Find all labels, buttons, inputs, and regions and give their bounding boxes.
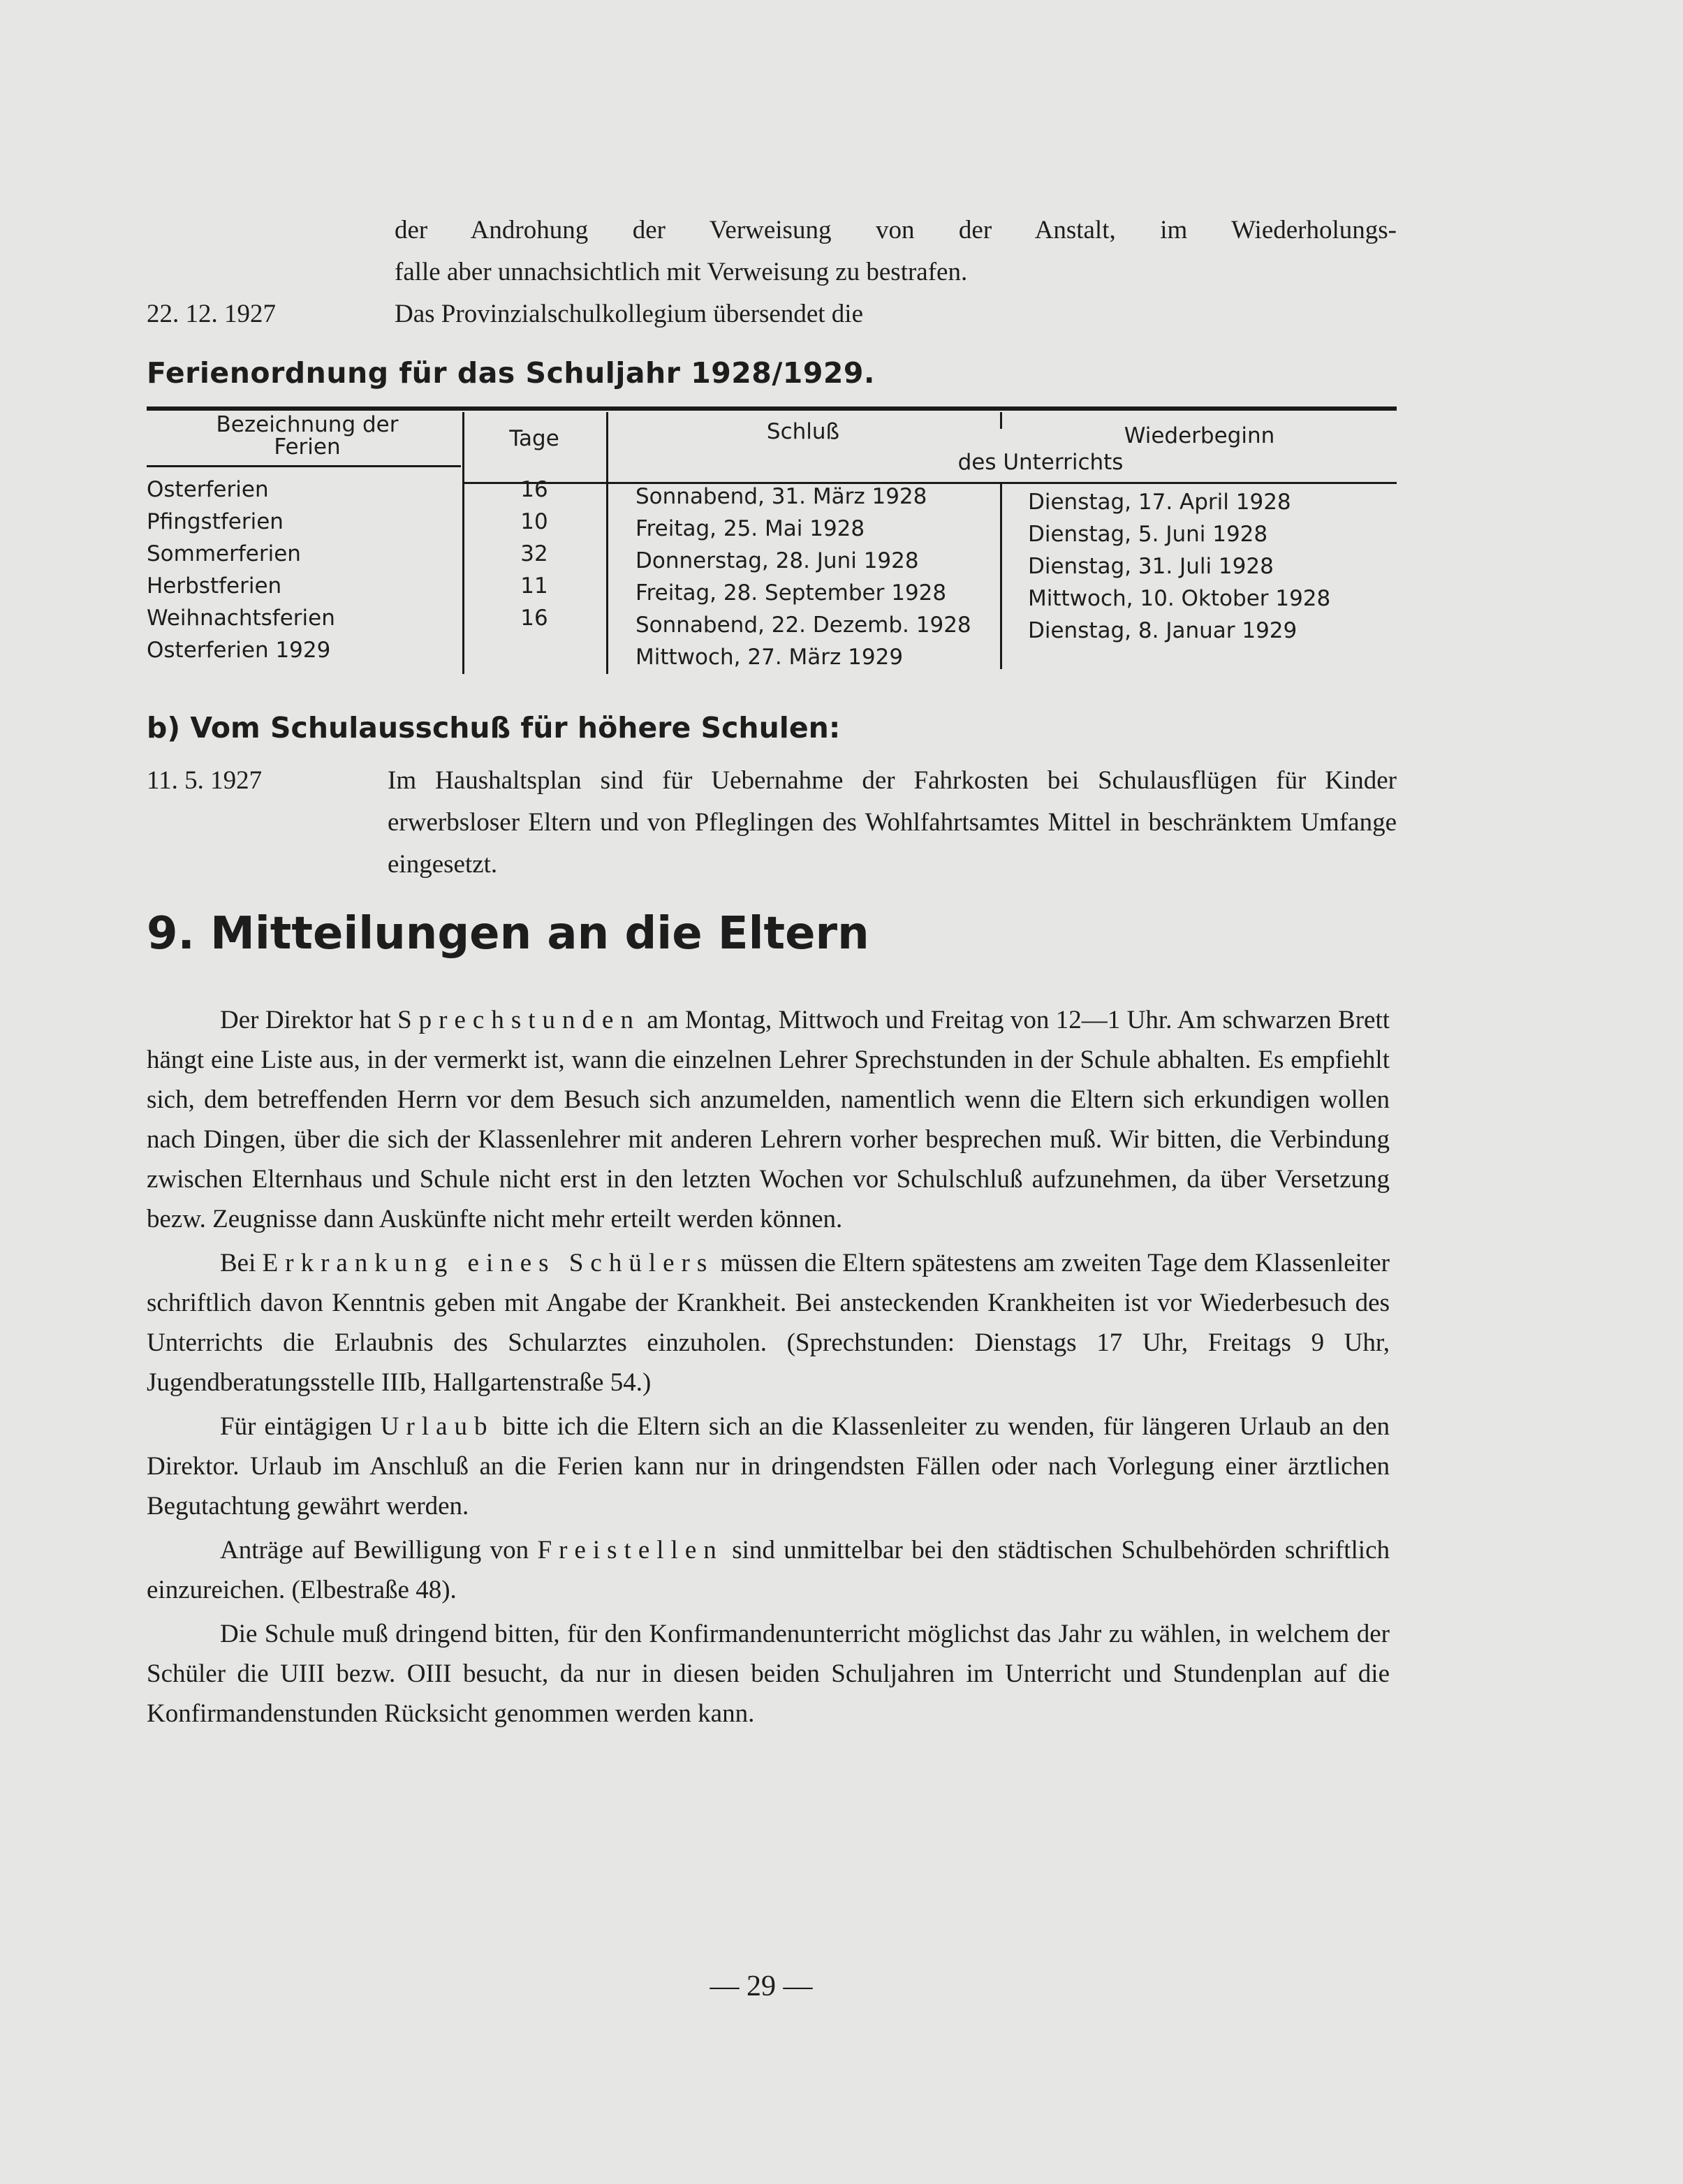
emphasis-text: Freistellen [537, 1536, 723, 1564]
table-cell-schluss: Freitag, 25. Mai 1928 [635, 516, 865, 541]
section-heading: Ferienordnung für das Schuljahr 1928/1929. [147, 356, 875, 390]
chapter-body [147, 1000, 1390, 1738]
paragraph [147, 1530, 1390, 1610]
paragraph-text: Für eintägigen [220, 1412, 381, 1441]
table-cell-schluss: Mittwoch, 27. März 1929 [635, 645, 904, 670]
emphasis-text: Sprechstunden [397, 1006, 640, 1034]
subheading-b: b) Vom Schulausschuß für höhere Schulen: [147, 711, 841, 745]
holiday-table [147, 406, 1397, 675]
paragraph [147, 1407, 1390, 1526]
entry-text: Im Haushaltsplan sind für Uebernahme der Fahrkosten bei Schulausflügen für Kinder erwerbsloser Eltern und von Pfleglingen des Wohlfahrtsamtes Mittel in beschränktem Umfange eingesetzt. [388, 766, 1397, 879]
table-cell-schluss: Freitag, 28. September 1928 [635, 580, 947, 606]
header-schluss: Schluß [766, 419, 840, 444]
paragraph-text: Bei [220, 1249, 263, 1277]
intro-block [147, 210, 1397, 335]
paragraph-text: am Montag, Mittwoch und Freitag von 12—1 Uhr. Am schwarzen Brett hängt eine Liste aus, in der vermerkt ist, wann die einzelnen Lehrer Sprechstunden in der Schule abhalten. Es empfiehlt sich, dem betreffenden Herrn vor dem Besuch sich anzumelden, namentlich wenn die Eltern sich erkundigen wollen nach Dingen, über die sich der Klassenlehrer mit anderen Lehrern vorher besprechen muß. Wir bitten, die Verbindung zwischen Elternhaus und Schule nicht erst in den letzten Wochen vor Schulschluß aufzunehmen, da über Versetzung bezw. Zeugnisse dann Auskünfte nicht mehr erteilt werden können. [147, 1006, 1390, 1233]
header-wiederbeginn: Wiederbeginn [1124, 423, 1275, 448]
table-cell-name: Sommerferien [147, 541, 301, 566]
table-cell-wiederbeginn: Dienstag, 31. Juli 1928 [1028, 554, 1274, 579]
intro-dated-entry [147, 293, 1397, 335]
table-cell-name: Weihnachtsferien [147, 606, 335, 631]
dated-entry-b [147, 760, 1397, 886]
entry-date: 22. 12. 1927 [147, 300, 276, 328]
table-cell-name: Pfingstferien [147, 509, 284, 534]
entry-date: 11. 5. 1927 [147, 766, 263, 795]
table-cell-tage: 16 [520, 477, 548, 502]
paragraph: Die Schule muß dringend bitten, für den Konfirmandenunterricht möglichst das Jahr zu wählen, in welchem der Schüler die UIII bezw. OIII besucht, da nur in diesen beiden Schuljahren im Unterricht und Stundenplan auf die Konfirmandenstunden Rücksicht genommen werden kann. [147, 1620, 1390, 1728]
header-tage: Tage [509, 426, 559, 451]
table-cell-name: Osterferien 1929 [147, 638, 331, 663]
table-top-rule [147, 406, 1397, 411]
table-column-divider [1000, 483, 1002, 669]
table-cell-wiederbeginn: Dienstag, 17. April 1928 [1028, 490, 1291, 515]
table-cell-tage: 32 [520, 541, 548, 566]
chapter-title: 9. Mitteilungen an die Eltern [147, 908, 869, 960]
table-cell-schluss: Sonnabend, 22. Dezemb. 1928 [635, 613, 971, 638]
table-column-divider [606, 412, 608, 674]
paragraph-text: müssen die Eltern spätestens am zweiten Tage dem Klassenleiter schriftlich davon Kenntnis geben mit Angabe der Krankheit. Bei ansteckenden Krankheiten ist vor Wiederbesuch des Unterrichts die Erlaubnis des Schularztes einzuholen. (Sprechstunden: Dienstags 17 Uhr, Freitags 9 Uhr, Jugendberatungsstelle IIIb, Hallgartenstraße 54.) [147, 1249, 1390, 1397]
header-bezeichnung: Bezeichnung der Ferien [216, 412, 399, 460]
paragraph-text: Der Direktor hat [220, 1006, 398, 1034]
paragraph-text: bitte ich die Eltern sich an die Klassenleiter zu wenden, für längeren Urlaub an den Direktor. Urlaub im Anschluß an die Ferien kann nur in dringendsten Fällen oder nach Vorlegung einer ärztlichen Begutachtung gewährt werden. [147, 1412, 1390, 1520]
emphasis-text: Urlaub [380, 1412, 494, 1441]
paragraph [147, 1000, 1390, 1239]
table-cell-name: Osterferien [147, 477, 269, 502]
paragraph-text: sind unmittelbar bei den städtischen Schulbehörden schriftlich einzureichen. (Elbestraße 48). [147, 1536, 1390, 1604]
table-cell-schluss: Donnerstag, 28. Juni 1928 [635, 548, 919, 573]
column-schluss [635, 481, 999, 673]
table-cell-wiederbeginn: Dienstag, 8. Januar 1929 [1028, 618, 1298, 643]
intro-line: falle aber unnachsichtlich mit Verweisung zu bestrafen. [395, 258, 968, 286]
paragraph-text: Anträge auf Bewilligung von [220, 1536, 538, 1564]
table-cell-wiederbeginn: Dienstag, 5. Juni 1928 [1028, 522, 1268, 547]
emphasis-text: Erkrankung eines Schülers [262, 1249, 714, 1277]
table-cell-name: Herbstferien [147, 573, 282, 599]
column-tage [464, 474, 604, 634]
table-cell-tage: 16 [520, 606, 548, 631]
column-bezeichnung [147, 474, 454, 666]
header-des-unterrichts: des Unterrichts [957, 450, 1124, 475]
paragraph [147, 1243, 1390, 1402]
table-cell-wiederbeginn: Mittwoch, 10. Oktober 1928 [1028, 586, 1331, 611]
table-header-rule [147, 465, 461, 467]
table-cell-schluss: Sonnabend, 31. März 1928 [635, 484, 927, 509]
intro-line: der Androhung der Verweisung von der Anstalt, im Wiederholungs- [395, 216, 1397, 244]
table-cell-tage: 10 [520, 509, 548, 534]
intro-line: Das Provinzialschulkollegium übersendet die [395, 300, 863, 328]
page-number: — 29 — [710, 1970, 813, 2002]
column-wiederbeginn [1028, 486, 1397, 647]
table-cell-tage: 11 [520, 573, 548, 599]
